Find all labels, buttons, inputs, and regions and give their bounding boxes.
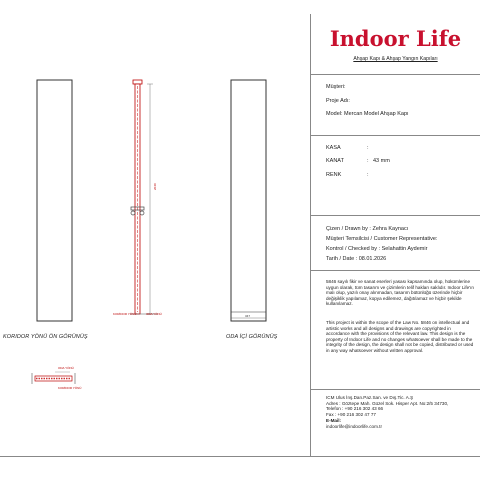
company-fax: Fax : +90 216 302 47 77	[326, 412, 376, 418]
divider	[311, 135, 480, 136]
drawing-date: Tarih / Date : 08.01.2026	[326, 256, 387, 262]
company-phone: Telefon : +90 216 302 43 66	[326, 406, 384, 412]
divider	[311, 270, 480, 271]
divider	[311, 389, 480, 390]
legal-notice-en: This project is within the scope of the Law No. 5846 on intellectual and artistic works and all designs and drawings are copyrighted in accordance with the provisions of the relevant law. This design is the property of Indoor Life and no changes whatsoever shall be made to the integrity of the design, the design shall not be copied, distributed or used in any way whatsoever without written approval.	[326, 320, 474, 353]
customer-label: Müşteri:	[326, 84, 346, 90]
room-view-door	[231, 80, 266, 321]
spec-key-kanat: KANAT	[326, 158, 344, 164]
model-row	[326, 111, 409, 117]
company-info	[326, 395, 476, 429]
side-top-frame	[133, 80, 142, 84]
brand-logo: Indoor Life	[329, 26, 462, 51]
drawn-by: Çizen / Drawn by : Zehra Kaynacı	[326, 226, 409, 232]
spec-sep-kanat: :	[367, 158, 369, 164]
spec-key-renk: RENK	[326, 172, 342, 178]
front-view-label: KORIDOR YÖNÜ ÖN GÖRÜNÜŞ	[3, 334, 88, 340]
customer-representative: Müşteri Temsilcisi / Customer Representative:	[326, 236, 438, 242]
company-email[interactable]: indoorlife@indoorlife.com.tr	[326, 423, 382, 429]
side-dim-label: 2040	[153, 183, 157, 190]
project-label: Proje Adı:	[326, 98, 350, 104]
spec-value-kanat: 43 mm	[373, 158, 390, 164]
company-email-label: E-Mail:	[326, 417, 342, 423]
spec-sep-kasa: :	[367, 145, 369, 151]
side-handle-rose-right	[140, 211, 144, 215]
divider	[311, 74, 480, 75]
plan-room-label: ODA YÖNÜ	[58, 366, 74, 370]
spec-key-kasa: KASA	[326, 145, 341, 151]
divider	[311, 215, 480, 216]
company-name: ICM Ulus İnş.Dan.Paz.San. ve Dış.Tic. A.Ş	[326, 395, 414, 400]
side-handle-rose-left	[131, 211, 135, 215]
company-address: Adres : Göztepe Mah. Güzel Sok. Hisper Apt. No:2/5 34730,	[326, 400, 449, 406]
model-label: Model:	[326, 111, 343, 117]
spec-sep-renk: :	[367, 172, 369, 178]
sheet-bottom-border	[0, 456, 480, 457]
brand-subtitle: Ahşap Kapı & Ahşap Yangın Kapıları	[353, 56, 438, 62]
legal-notice-tr: 5846 sayılı fikir ve sanat eserleri yasası kapsamında olup, hükümlerine uygun olarak, tüm tasarım ve çizimlerin telif hakları saklıdır. Indoor Life'ın malı olup, yazılı onay alınmadan, tasarım bütünlüğü üzerinde hiçbir değişiklik yapılamaz, kopya edilemez, dağıtılamaz ve hiçbir şekilde kullanılamaz.	[326, 279, 474, 307]
plan-section-view	[32, 372, 75, 384]
title-block	[311, 14, 480, 456]
checked-by: Kontrol / Checked by : Selahattin Aydemir	[326, 246, 428, 252]
plan-corridor-label: KORİDOR YÖNÜ	[58, 386, 82, 390]
model-value: Mercan Model Ahşap Kapı	[344, 111, 409, 117]
side-section-view	[130, 80, 158, 314]
room-view-dim-label: 347	[245, 314, 251, 318]
front-view-door	[37, 80, 72, 321]
side-corridor-label: KORİDOR YÖNÜ	[113, 312, 137, 316]
room-view-label: ODA İÇİ GÖRÜNÜŞ	[226, 334, 278, 340]
side-room-label: ODA YÖNÜ	[146, 312, 162, 316]
